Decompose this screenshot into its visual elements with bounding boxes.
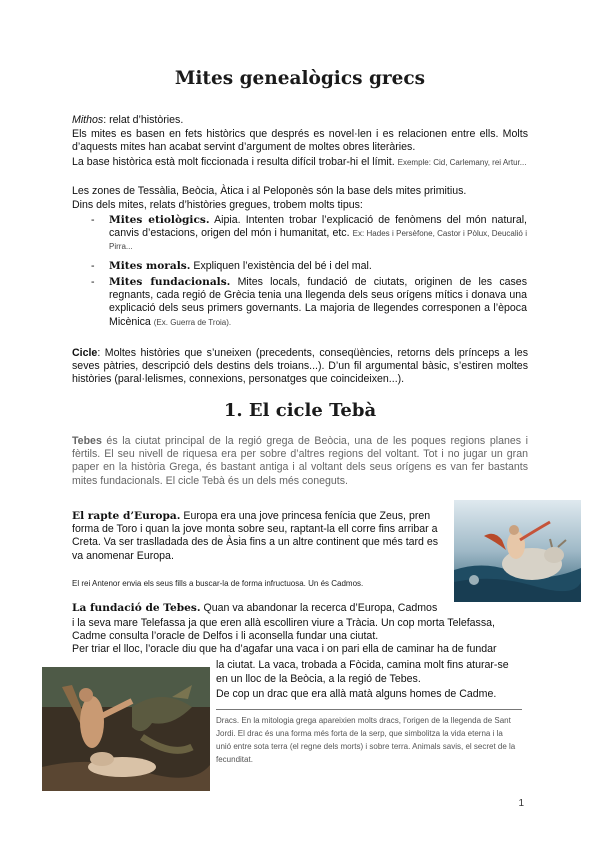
intro-paragraph-4: Dins dels mites, relats d’històries gregues, trobem molts tipus: xyxy=(72,199,363,211)
mythos-definition xyxy=(72,114,528,127)
tebes-fund-line-4: Per triar el lloc, l’oracle diu que ha d’agafar una vaca i on pari ella de caminar ha de fundar xyxy=(72,643,497,655)
tebes-fund-line-2: i la seva mare Telefassa ja que eren allà escolliren viure a Tràcia. Un cop morta Telefassa, xyxy=(72,617,495,629)
tebes-fund-line-5: la ciutat. La vaca, trobada a Fòcida, camina molt fins aturar-se xyxy=(216,659,509,671)
mythos-term: Mithos xyxy=(72,114,104,126)
intro-paragraph-3: Les zones de Tessàlia, Beòcia, Àtica i al Peloponès són la base dels mites primitius. xyxy=(72,185,467,197)
tebes-fund-heading: La fundació de Tebes. xyxy=(72,602,201,614)
bullet: - xyxy=(91,260,95,272)
intro-paragraph-1: Els mites es basen en fets històrics que després es novel·len i es relacionen entre ells. Molts d’aquests mites han acabat servint d’argument de moltes obres literàries. xyxy=(72,128,528,154)
europa-text: Europa era una jove princesa fenícia que Zeus, pren forma de Toro i quan la jove monta sobre seu, raptant-la ell corre fins arribar a Creta. Va ser traslladada des de Àsia fins a un altre continent que més tard es va anomenar Europa. xyxy=(72,510,439,562)
cicle-text: : Moltes històries que s’uneixen (precedents, conseqüències, retorns dels prínceps a les seves pàtries, descripció dels destins dels troians...). D’un fil argumental bàsic, s’estiren moltes històries (paral·lelismes, connexions, personatges que coincideixen...). xyxy=(72,347,528,386)
divider xyxy=(216,709,522,710)
tebes-term: Tebes xyxy=(72,435,102,447)
tebes-fund-line-3: Cadme consulta l’oracle de Delfos i li aconsella fundar una ciutat. xyxy=(72,630,379,642)
intro-p2-text: La base històrica està molt ficcionada i resulta difícil trobar-hi el límit. xyxy=(72,156,395,168)
cicle-paragraph xyxy=(72,347,528,387)
type-name: Mites morals. xyxy=(109,260,191,272)
type-text: Expliquen l’existència del bé i del mal. xyxy=(190,260,372,272)
list-item-text xyxy=(109,260,527,273)
dracs-note: Dracs. En la mitologia grega apareixien molts dracs, l’origen de la llegenda de Sant Jordi. El drac és una forma més forta de la serp, que simbolitza la vida eterna i la unió entre sota terra (el regne dels morts) i sobre terra. Animals savis, el secret de la fecunditat. xyxy=(216,716,516,764)
tebes-fund-line-6: en un lloc de la Beòcia, a la regió de Tebes. xyxy=(216,673,421,685)
type-example: Ex: Hades i Persèfone, Castor i Pòlux, Deucalió i Pirra... xyxy=(109,229,527,252)
section-heading: 1. El cicle Tebà xyxy=(223,400,377,421)
europa-note: El rei Antenor envia els seus fills a buscar-la de forma infructuosa. Un és Cadmos. xyxy=(72,579,364,588)
type-text: Mites locals, fundació de ciutats, originen de les cases regnants, cada regió de Grècia tenia una llegenda dels seus orígens mítics i donava una explicació dels seus primers governants. La majoria de llegendes corresponen a l’època Micènica xyxy=(109,276,527,328)
page-number: 1 xyxy=(518,798,524,809)
mythos-def: : relat d’històries. xyxy=(103,114,184,126)
type-text: Aipia. Intenten trobar l’explicació de fenòmens del món natural, canvis d’estacions, origen del món i humanitat, etc. xyxy=(109,214,528,240)
cadmus-dragon-painting-icon xyxy=(42,667,210,791)
bullet: - xyxy=(91,214,95,226)
tebes-text: és la ciutat principal de la regió grega de Beòcia, una de les poques regions planes i fèrtils. El seu nivell de riquesa era per sobre d’altres regions del voltant. Tot i no jugar un gran paper en la història Grega, és bastant antiga i al voltant dels seus orígens es van fer bastants mites fundacionals. El cicle Tebà és un dels més coneguts. xyxy=(72,435,528,487)
bullet: - xyxy=(91,276,95,288)
europa-heading: El rapte d’Europa. xyxy=(72,510,181,522)
tebes-paragraph xyxy=(72,435,528,488)
intro-paragraph-2 xyxy=(72,156,528,169)
type-name: Mites fundacionals. xyxy=(109,276,231,288)
type-example: (Ex. Guerra de Troia). xyxy=(153,317,232,327)
tebes-fund-line-1 xyxy=(72,602,452,615)
tebes-fund-line-7: De cop un drac que era allà matà alguns homes de Cadme. xyxy=(216,688,497,700)
page-title: Mites genealògics grecs xyxy=(174,68,426,89)
cicle-term: Cicle xyxy=(72,347,98,359)
europa-bull-painting-icon xyxy=(454,500,581,602)
list-item-text xyxy=(109,214,527,254)
type-name: Mites etiològics. xyxy=(109,214,210,226)
list-item-text xyxy=(109,276,527,329)
europa-paragraph xyxy=(72,510,442,563)
tebes-fund-text-1: Quan va abandonar la recerca d’Europa, Cadmos xyxy=(200,602,438,614)
intro-p2-example: Exemple: Cid, Carlemany, rei Artur... xyxy=(397,158,527,167)
